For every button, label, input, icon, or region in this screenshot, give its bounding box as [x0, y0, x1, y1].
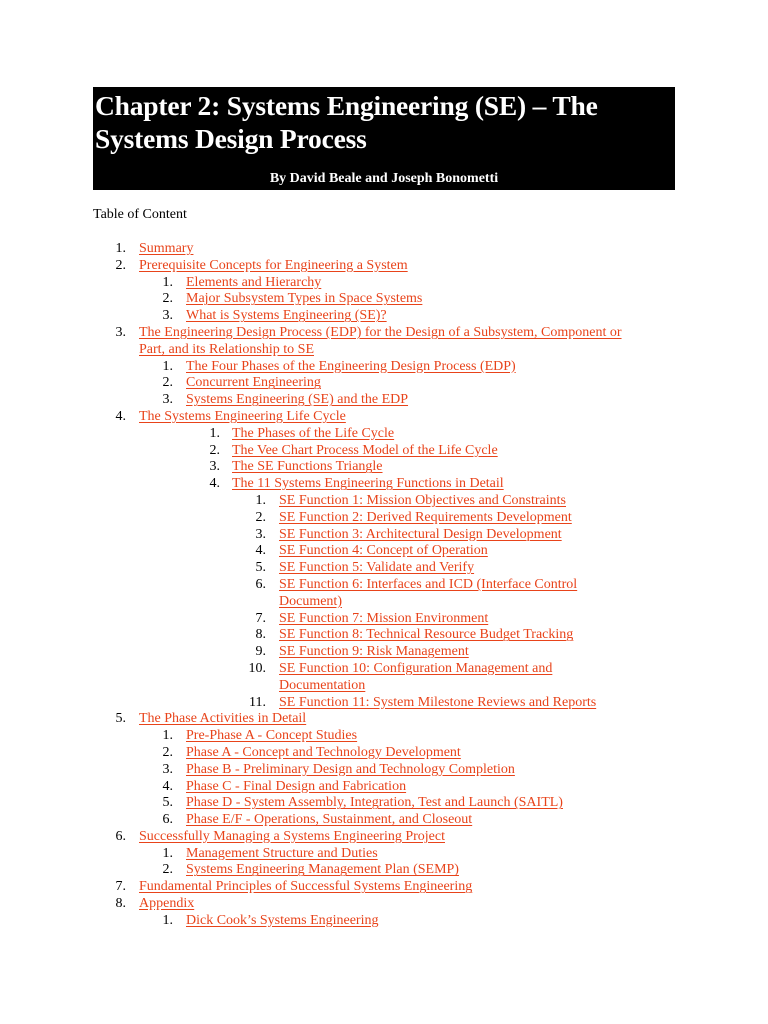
toc-link[interactable]: SE Function 7: Mission Environment — [279, 610, 489, 626]
toc-link[interactable]: Documentation — [279, 677, 366, 693]
toc-entry — [0, 745, 768, 762]
toc-entry-number: 4. — [162, 778, 173, 794]
toc-entry-number: 1. — [162, 274, 173, 290]
toc-entry — [0, 896, 768, 913]
toc-entry — [0, 426, 768, 443]
toc-entry-number: 1. — [162, 845, 173, 861]
toc-link[interactable]: Phase C - Final Design and Fabrication — [186, 778, 407, 794]
toc-link[interactable]: Systems Engineering (SE) and the EDP — [186, 392, 409, 408]
toc-entry-number: 7. — [255, 610, 266, 626]
toc-link[interactable]: Management Structure and Duties — [186, 845, 378, 861]
toc-entry-number: 2. — [162, 375, 173, 391]
toc-entry-number: 3. — [162, 761, 173, 777]
toc-entry — [0, 291, 768, 308]
toc-link[interactable]: Summary — [139, 241, 194, 256]
toc-link[interactable]: What is Systems Engineering (SE)? — [186, 308, 387, 324]
toc-link[interactable]: SE Function 5: Validate and Verify — [279, 560, 475, 576]
toc-entry — [0, 375, 768, 392]
toc-entry-number: 4. — [255, 543, 266, 559]
toc-entry-number: 1. — [255, 492, 266, 508]
toc-entry-number: 1. — [162, 912, 173, 928]
toc-entry — [0, 308, 768, 325]
toc-entry — [0, 879, 768, 896]
toc-link[interactable]: The Vee Chart Process Model of the Life Cycle — [232, 442, 498, 458]
toc-entry-number: 8. — [255, 627, 266, 643]
toc-entry-number: 3. — [209, 459, 220, 475]
byline: By David Beale and Joseph Bonometti — [269, 171, 499, 186]
toc-entry — [0, 275, 768, 292]
toc-link[interactable]: The SE Functions Triangle — [232, 459, 383, 475]
toc-entry — [0, 862, 768, 879]
toc-link[interactable]: Appendix — [139, 896, 195, 912]
toc-entry — [0, 527, 768, 544]
toc-entry-number: 1. — [115, 241, 126, 256]
toc-link[interactable]: SE Function 10: Configuration Management and — [279, 660, 553, 676]
toc-link[interactable]: The Phases of the Life Cycle — [232, 425, 395, 441]
toc-link[interactable]: Document) — [279, 593, 342, 609]
toc-entry-number: 5. — [115, 711, 126, 727]
toc-entry — [0, 644, 768, 661]
toc-entry-number: 9. — [255, 644, 266, 660]
toc-entry-number: 8. — [115, 896, 126, 912]
toc-entry — [0, 913, 768, 930]
toc-entry — [0, 779, 768, 796]
title-banner — [93, 87, 675, 190]
toc-entry — [0, 459, 768, 476]
toc-entry-number: 11. — [249, 694, 266, 710]
toc-entry — [0, 846, 768, 863]
toc-entry — [0, 627, 768, 644]
toc-entry-number: 1. — [162, 358, 173, 374]
toc-entry-number: 2. — [162, 291, 173, 307]
toc-link[interactable]: Prerequisite Concepts for Engineering a System — [139, 257, 408, 273]
toc-link[interactable]: SE Function 2: Derived Requirements Development — [279, 509, 572, 525]
toc-entry-number: 6. — [255, 576, 266, 592]
toc-entry-number: 2. — [162, 744, 173, 760]
toc-entry-number: 4. — [115, 408, 126, 424]
toc-entry-number: 3. — [255, 526, 266, 542]
toc-link[interactable]: SE Function 3: Architectural Design Development — [279, 526, 562, 542]
toc-link[interactable]: Part, and its Relationship to SE — [139, 341, 314, 357]
toc-link[interactable]: The Engineering Design Process (EDP) for the Design of a Subsystem, Component or — [139, 324, 622, 340]
toc-entry — [0, 392, 768, 409]
toc-entry — [0, 476, 768, 493]
toc-entry — [0, 409, 768, 426]
toc-entry — [0, 258, 768, 275]
toc-entry — [0, 611, 768, 628]
toc-link[interactable]: The Systems Engineering Life Cycle — [139, 408, 346, 424]
toc-link[interactable]: The Four Phases of the Engineering Design Process (EDP) — [186, 358, 516, 374]
toc-entry-number: 6. — [115, 828, 126, 844]
toc-link[interactable]: SE Function 6: Interfaces and ICD (Interface Control — [279, 576, 578, 592]
toc-entry — [0, 493, 768, 510]
table-of-contents — [0, 241, 768, 930]
toc-entry-number: 7. — [115, 879, 126, 895]
toc-entry-number: 3. — [162, 392, 173, 408]
toc-entry-number: 2. — [255, 509, 266, 525]
toc-link[interactable]: The 11 Systems Engineering Functions in Detail — [232, 476, 504, 492]
toc-link[interactable]: Major Subsystem Types in Space Systems — [186, 291, 423, 307]
toc-entry-number: 1. — [209, 425, 220, 441]
toc-entry — [0, 560, 768, 577]
toc-link[interactable]: SE Function 11: System Milestone Reviews and Reports — [279, 694, 597, 710]
toc-entry-number: 1. — [162, 728, 173, 744]
toc-link[interactable]: Concurrent Engineering — [186, 375, 321, 391]
toc-entry — [0, 829, 768, 846]
toc-entry — [0, 443, 768, 460]
toc-entry — [0, 795, 768, 812]
toc-link[interactable]: Phase E/F - Operations, Sustainment, and Closeout — [186, 812, 473, 828]
toc-entry — [0, 695, 768, 712]
toc-entry-number: 6. — [162, 812, 173, 828]
toc-entry-number: 2. — [162, 862, 173, 878]
toc-entry — [0, 359, 768, 376]
toc-entry-number: 5. — [255, 560, 266, 576]
toc-entry-number: 5. — [162, 795, 173, 811]
toc-entry — [0, 543, 768, 560]
toc-link[interactable]: Fundamental Principles of Successful Systems Engineering — [139, 879, 473, 895]
toc-entry — [0, 728, 768, 745]
toc-link[interactable]: Elements and Hierarchy — [186, 274, 322, 290]
toc-entry — [0, 342, 768, 359]
toc-heading: Table of Content — [93, 207, 187, 222]
toc-entry-number: 10. — [248, 660, 266, 676]
toc-entry-number: 2. — [209, 442, 220, 458]
toc-entry-number: 3. — [115, 324, 126, 340]
toc-link[interactable]: Successfully Managing a Systems Engineering Project — [139, 828, 445, 844]
toc-link[interactable]: Phase A - Concept and Technology Development — [186, 744, 461, 760]
toc-entry — [0, 594, 768, 611]
toc-entry — [0, 711, 768, 728]
toc-entry-number: 4. — [209, 476, 220, 492]
toc-entry — [0, 812, 768, 829]
toc-link[interactable]: SE Function 4: Concept of Operation — [279, 543, 488, 559]
toc-link[interactable]: Pre-Phase A - Concept Studies — [186, 728, 358, 744]
toc-link[interactable]: The Phase Activities in Detail — [139, 711, 307, 727]
toc-entry — [0, 325, 768, 342]
toc-entry — [0, 762, 768, 779]
toc-entry — [0, 510, 768, 527]
toc-link[interactable]: Systems Engineering Management Plan (SEMP) — [186, 862, 459, 878]
toc-entry — [0, 678, 768, 695]
toc-link[interactable]: Phase D - System Assembly, Integration, Test and Launch (SAITL) — [186, 795, 563, 811]
toc-entry-number: 2. — [115, 257, 126, 273]
toc-link[interactable]: Phase B - Preliminary Design and Technology Completion — [186, 761, 515, 777]
document-title: Chapter 2: Systems Engineering (SE) – The Systems Design Process — [95, 90, 598, 154]
toc-entry — [0, 661, 768, 678]
toc-link[interactable]: SE Function 8: Technical Resource Budget Tracking — [279, 627, 574, 643]
toc-link[interactable]: SE Function 9: Risk Management — [279, 644, 469, 660]
toc-link[interactable]: Dick Cook’s Systems Engineering — [186, 912, 379, 928]
toc-entry — [0, 577, 768, 594]
toc-entry-number: 3. — [162, 308, 173, 324]
toc-link[interactable]: SE Function 1: Mission Objectives and Constraints — [279, 492, 566, 508]
toc-entry — [0, 241, 768, 258]
